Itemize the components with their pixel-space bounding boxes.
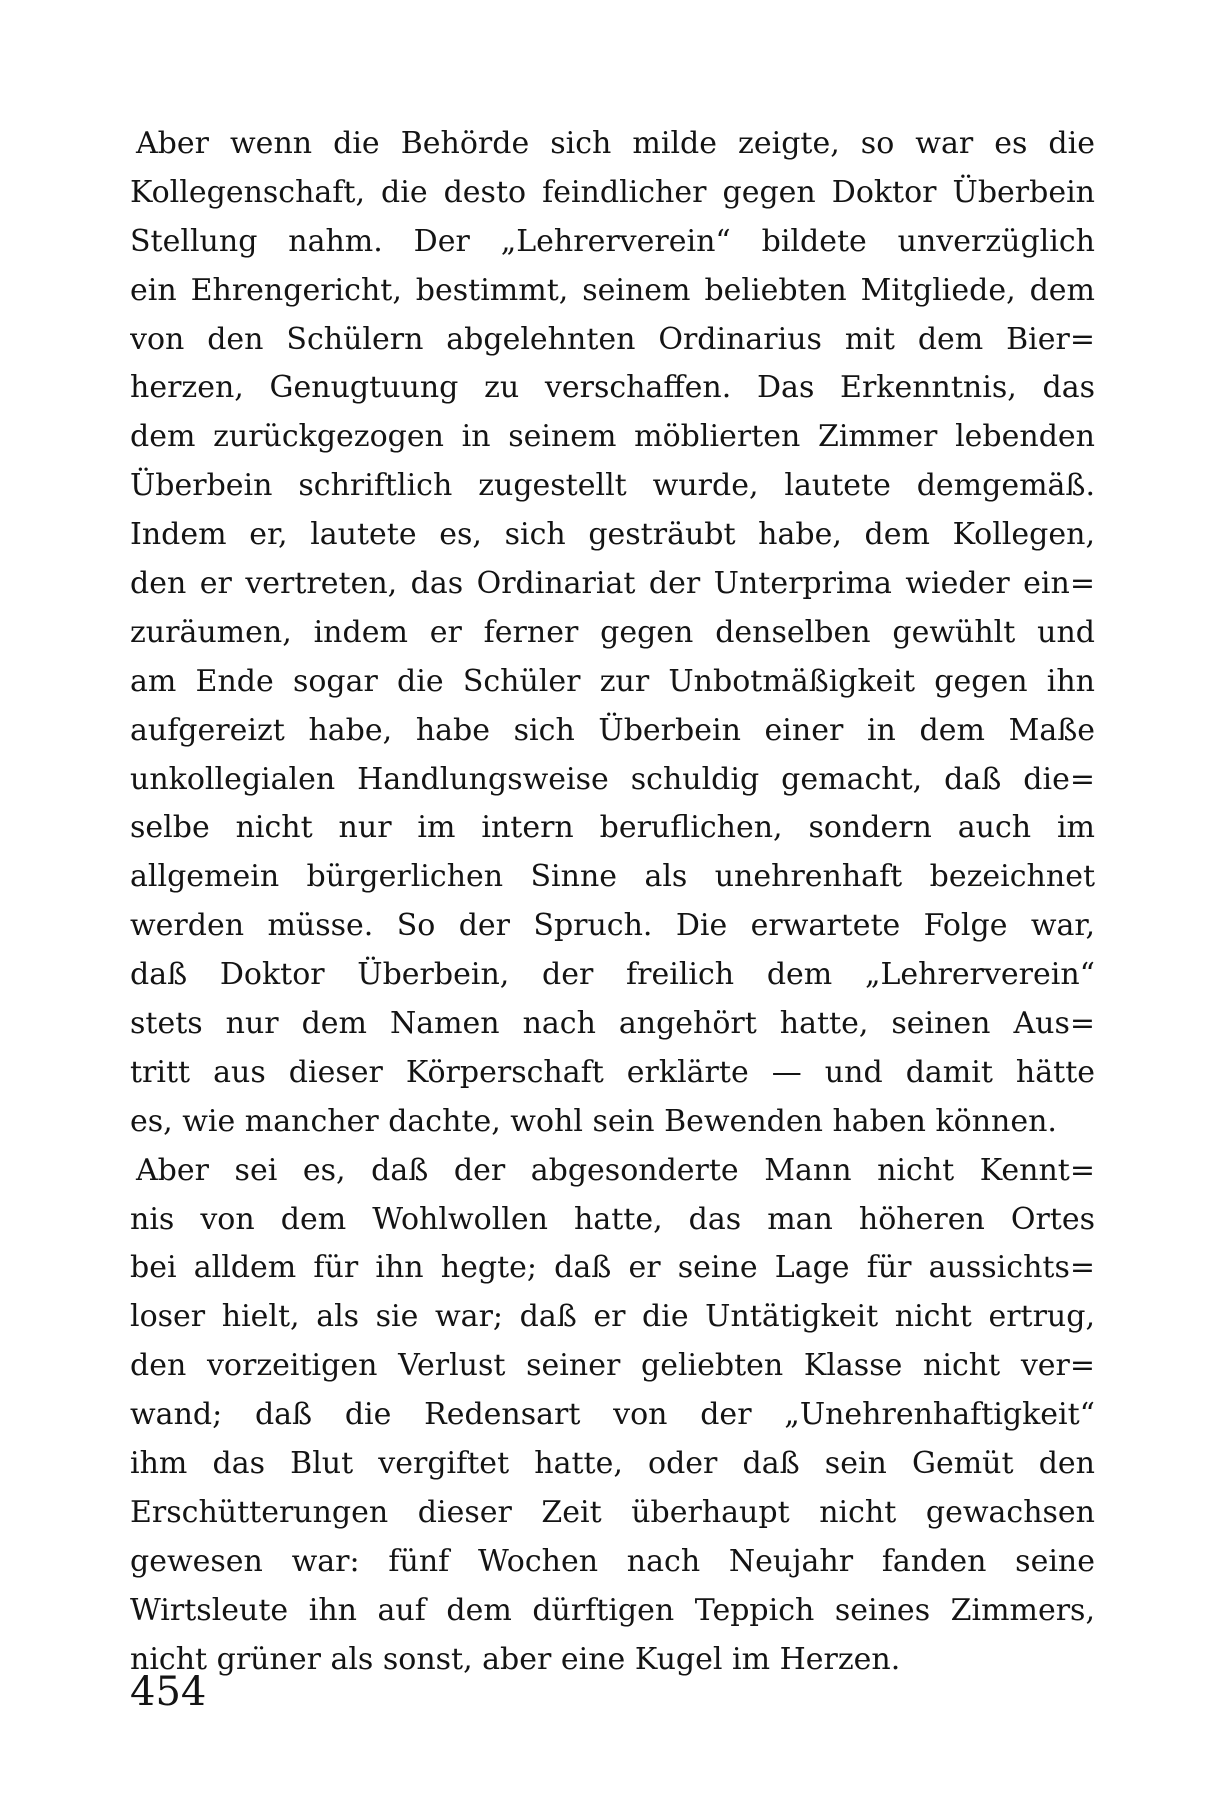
text-line: nicht grüner als sonst, aber eine Kugel im Herzen. — [130, 1641, 901, 1677]
text-line: von den Schülern abgelehnten Ordinarius mit dem Bier= — [130, 321, 1095, 357]
body-text — [130, 120, 1095, 1685]
text-line: nis von dem Wohlwollen hatte, das man höheren Ortes — [130, 1201, 1095, 1237]
text-line: Erschütterungen dieser Zeit überhaupt nicht gewachsen — [130, 1494, 1095, 1530]
text-line: Stellung nahm. Der „Lehrerverein“ bildete unverzüglich — [130, 223, 1095, 259]
text-line: loser hielt, als sie war; daß er die Untätigkeit nicht ertrug, — [130, 1299, 1095, 1335]
text-line: es, wie mancher dachte, wohl sein Bewenden haben können. — [130, 1103, 1057, 1139]
text-line: am Ende sogar die Schüler zur Unbotmäßigkeit gegen ihn — [130, 663, 1095, 699]
text-line: stets nur dem Namen nach angehört hatte, seinen Aus= — [130, 1006, 1095, 1042]
text-line: Aber sei es, daß der abgesonderte Mann nicht Kennt= — [136, 1152, 1095, 1188]
text-line: den vorzeitigen Verlust seiner geliebten Klasse nicht ver= — [130, 1348, 1095, 1384]
text-line: wand; daß die Redensart von der „Unehrenhaftigkeit“ — [130, 1397, 1095, 1433]
text-line: herzen, Genugtuung zu verschaffen. Das Erkenntnis, das — [130, 370, 1095, 406]
text-line: bei alldem für ihn hegte; daß er seine Lage für aussichts= — [130, 1250, 1095, 1286]
text-line: gewesen war: fünf Wochen nach Neujahr fanden seine — [130, 1543, 1095, 1579]
text-line: tritt aus dieser Körperschaft erklärte — und damit hätte — [130, 1054, 1095, 1090]
text-line: dem zurückgezogen in seinem möblierten Zimmer lebenden — [130, 419, 1095, 455]
text-line: zuräumen, indem er ferner gegen denselben gewühlt und — [130, 614, 1095, 650]
text-line: unkollegialen Handlungsweise schuldig gemacht, daß die= — [130, 761, 1095, 797]
text-line: daß Doktor Überbein, der freilich dem „Lehrerverein“ — [130, 957, 1095, 993]
text-line: ihm das Blut vergiftet hatte, oder daß sein Gemüt den — [130, 1446, 1095, 1482]
text-line: Überbein schriftlich zugestellt wurde, lautete demgemäß. — [130, 468, 1095, 504]
text-line: aufgereizt habe, habe sich Überbein einer in dem Maße — [130, 712, 1095, 748]
text-line: selbe nicht nur im intern beruflichen, sondern auch im — [130, 810, 1095, 846]
text-line: werden müsse. So der Spruch. Die erwartete Folge war, — [130, 908, 1095, 944]
text-line: Wirtsleute ihn auf dem dürftigen Teppich seines Zimmers, — [130, 1592, 1095, 1628]
text-line: allgemein bürgerlichen Sinne als unehrenhaft bezeichnet — [130, 859, 1095, 895]
text-line: den er vertreten, das Ordinariat der Unterprima wieder ein= — [130, 566, 1095, 602]
text-line: Kollegenschaft, die desto feindlicher gegen Doktor Überbein — [130, 174, 1095, 210]
text-line: Indem er, lautete es, sich gesträubt habe, dem Kollegen, — [130, 517, 1095, 553]
page-number: 454 — [130, 1669, 207, 1715]
text-line: Aber wenn die Behörde sich milde zeigte, so war es die — [136, 126, 1095, 161]
text-line: ein Ehrengericht, bestimmt, seinem beliebten Mitgliede, dem — [130, 272, 1095, 308]
